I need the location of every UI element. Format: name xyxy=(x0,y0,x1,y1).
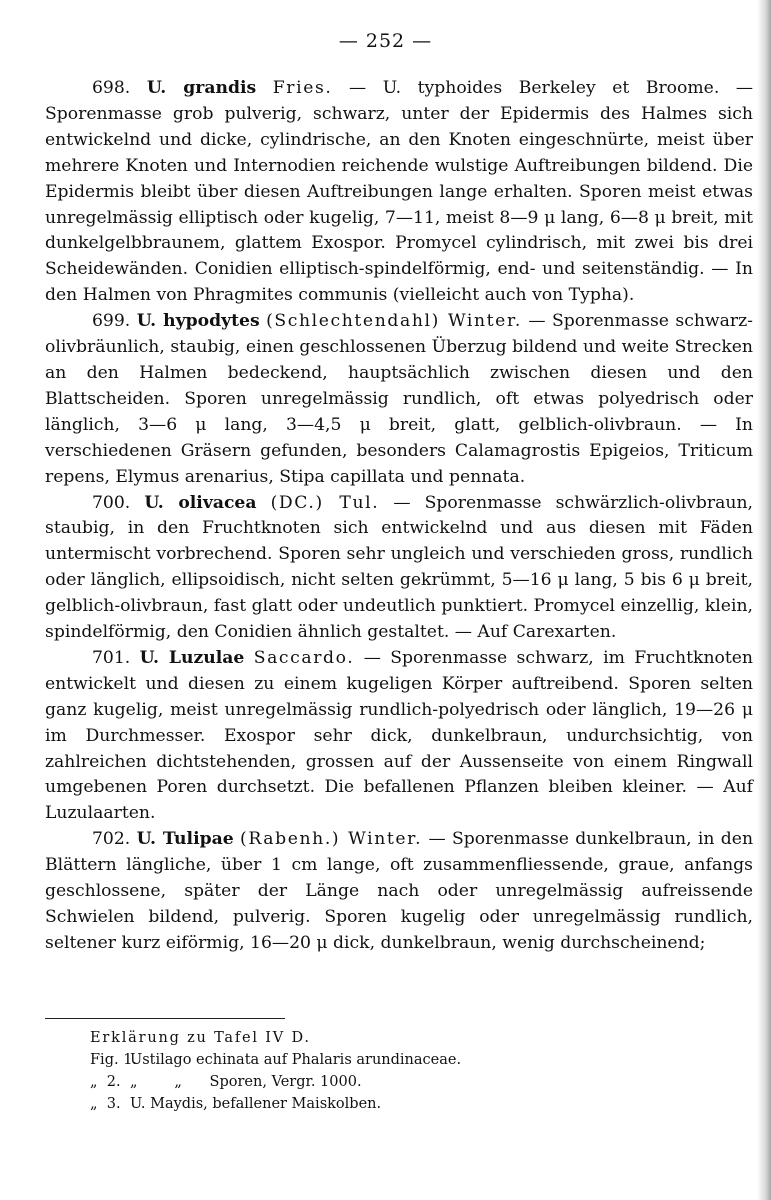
species-name: U. Luzulae xyxy=(139,647,245,668)
species-name: U. olivacea xyxy=(144,492,257,513)
author: (Schlechtendahl) Winter. xyxy=(266,311,522,332)
figure-caption: „ „ Sporen, Vergr. 1000. xyxy=(130,1074,362,1090)
author: Saccardo. xyxy=(253,647,355,668)
figure-label: „ 2. xyxy=(90,1074,121,1090)
entry-number: 698. xyxy=(92,78,131,98)
entry-699 xyxy=(45,309,753,490)
figure-label: Fig. 1. xyxy=(90,1052,138,1068)
page-number: — 252 — xyxy=(338,30,433,52)
entry-number: 701. xyxy=(92,647,131,668)
species-name: U. hypodytes xyxy=(136,311,260,332)
figure-caption: U. Maydis, befallener Maiskolben. xyxy=(130,1096,382,1112)
footnote-divider xyxy=(45,1018,285,1019)
figure-label: „ 3. xyxy=(90,1096,121,1112)
plate-legend-line xyxy=(90,1093,690,1115)
page-edge-shadow xyxy=(757,0,771,1200)
species-name: U. Tulipae xyxy=(136,829,234,850)
entry-text: — Sporenmasse schwarz, im Fruchtknoten entwickelt und diesen zu einem kugeligen Körper auftreibend. Sporen selten ganz kugelig, meist unregelmässig rundlich-polyedrisch oder länglich, 19—26 μ im Durchmesser. Exospor sehr dick, dunkelbraun, undurchsichtig, von zahlreichen dichtstehenden, grossen auf der Aussenseite von einem Ringwall umgebenen Poren durchsetzt. Die befallenen Pflanzen bleiben kleiner. — Auf Luzulaarten. xyxy=(45,647,754,824)
entry-698 xyxy=(45,76,753,309)
author: (Rabenh.) Winter. xyxy=(240,829,423,850)
entry-number: 699. xyxy=(92,311,131,332)
plate-legend-title: Erklärung zu Tafel IV D. xyxy=(90,1030,311,1046)
entry-700 xyxy=(45,491,753,646)
species-name: U. grandis xyxy=(146,78,257,98)
figure-caption: Ustilago echinata auf Phalaris arundinaceae. xyxy=(130,1052,462,1068)
author: (DC.) Tul. xyxy=(270,492,380,513)
entry-number: 702. xyxy=(92,829,131,850)
plate-legend xyxy=(90,1027,690,1115)
plate-legend-line xyxy=(90,1071,690,1093)
plate-legend-line xyxy=(90,1049,690,1071)
entry-text: — Sporenmasse dunkelbraun, in den Blättern längliche, über 1 cm lange, oft zusammenfliessende, graue, anfangs geschlossene, später der Länge nach oder unregelmässig aufreissende Schwielen bildend, pulverig. Sporen kugelig oder unregelmässig rundlich, seltener kurz eiförmig, 16—20 μ dick, dunkelbraun, wenig durchscheinend; xyxy=(45,829,754,953)
author: Fries. xyxy=(272,78,333,98)
main-text xyxy=(45,76,753,957)
entry-number: 700. xyxy=(92,492,131,513)
entry-701 xyxy=(45,646,753,827)
entry-702 xyxy=(45,827,753,957)
entry-text: — U. typhoides Berkeley et Broome. — Sporenmasse grob pulverig, schwarz, unter der Epidermis des Halmes sich entwickelnd und dicke, cylindrische, an den Knoten eingeschnürte, meist über mehrere Knoten und Internodien reichende wulstige Auftreibungen bildend. Die Epidermis bleibt über diesen Auftreibungen lange erhalten. Sporen meist etwas unregelmässig elliptisch oder kugelig, 7—11, meist 8—9 μ lang, 6—8 μ breit, mit dunkelgelbbraunem, glattem Exospor. Promycel cylindrisch, mit zwei bis drei Scheidewänden. Conidien elliptisch-spindelförmig, end- und seitenständig. — In den Halmen von Phragmites communis (vielleicht auch von Typha). xyxy=(45,78,754,306)
entry-text: — Sporenmasse schwarz-olivbräunlich, staubig, einen geschlossenen Überzug bildend und weite Strecken an den Halmen bedeckend, hauptsächlich zwischen diesen und den Blattscheiden. Sporen unregelmässig rundlich, oft etwas polyedrisch oder länglich, 3—6 μ lang, 3—4,5 μ breit, glatt, gelblich-olivbraun. — In verschiedenen Gräsern gefunden, besonders Calamagrostis Epigeios, Triticum repens, Elymus arenarius, Stipa capillata und pennata. xyxy=(45,311,753,487)
entry-text: — Sporenmasse schwärzlich-olivbraun, staubig, in den Fruchtknoten sich entwickelnd und aus diesen mit Fäden untermischt vorbrechend. Sporen sehr ungleich und verschieden gross, rundlich oder länglich, ellipsoidisch, nicht selten gekrümmt, 5—16 μ lang, 5 bis 6 μ breit, gelblich-olivbraun, fast glatt oder undeutlich punktiert. Promycel einzellig, klein, spindelförmig, den Conidien ähnlich gestaltet. — Auf Carexarten. xyxy=(45,492,753,643)
